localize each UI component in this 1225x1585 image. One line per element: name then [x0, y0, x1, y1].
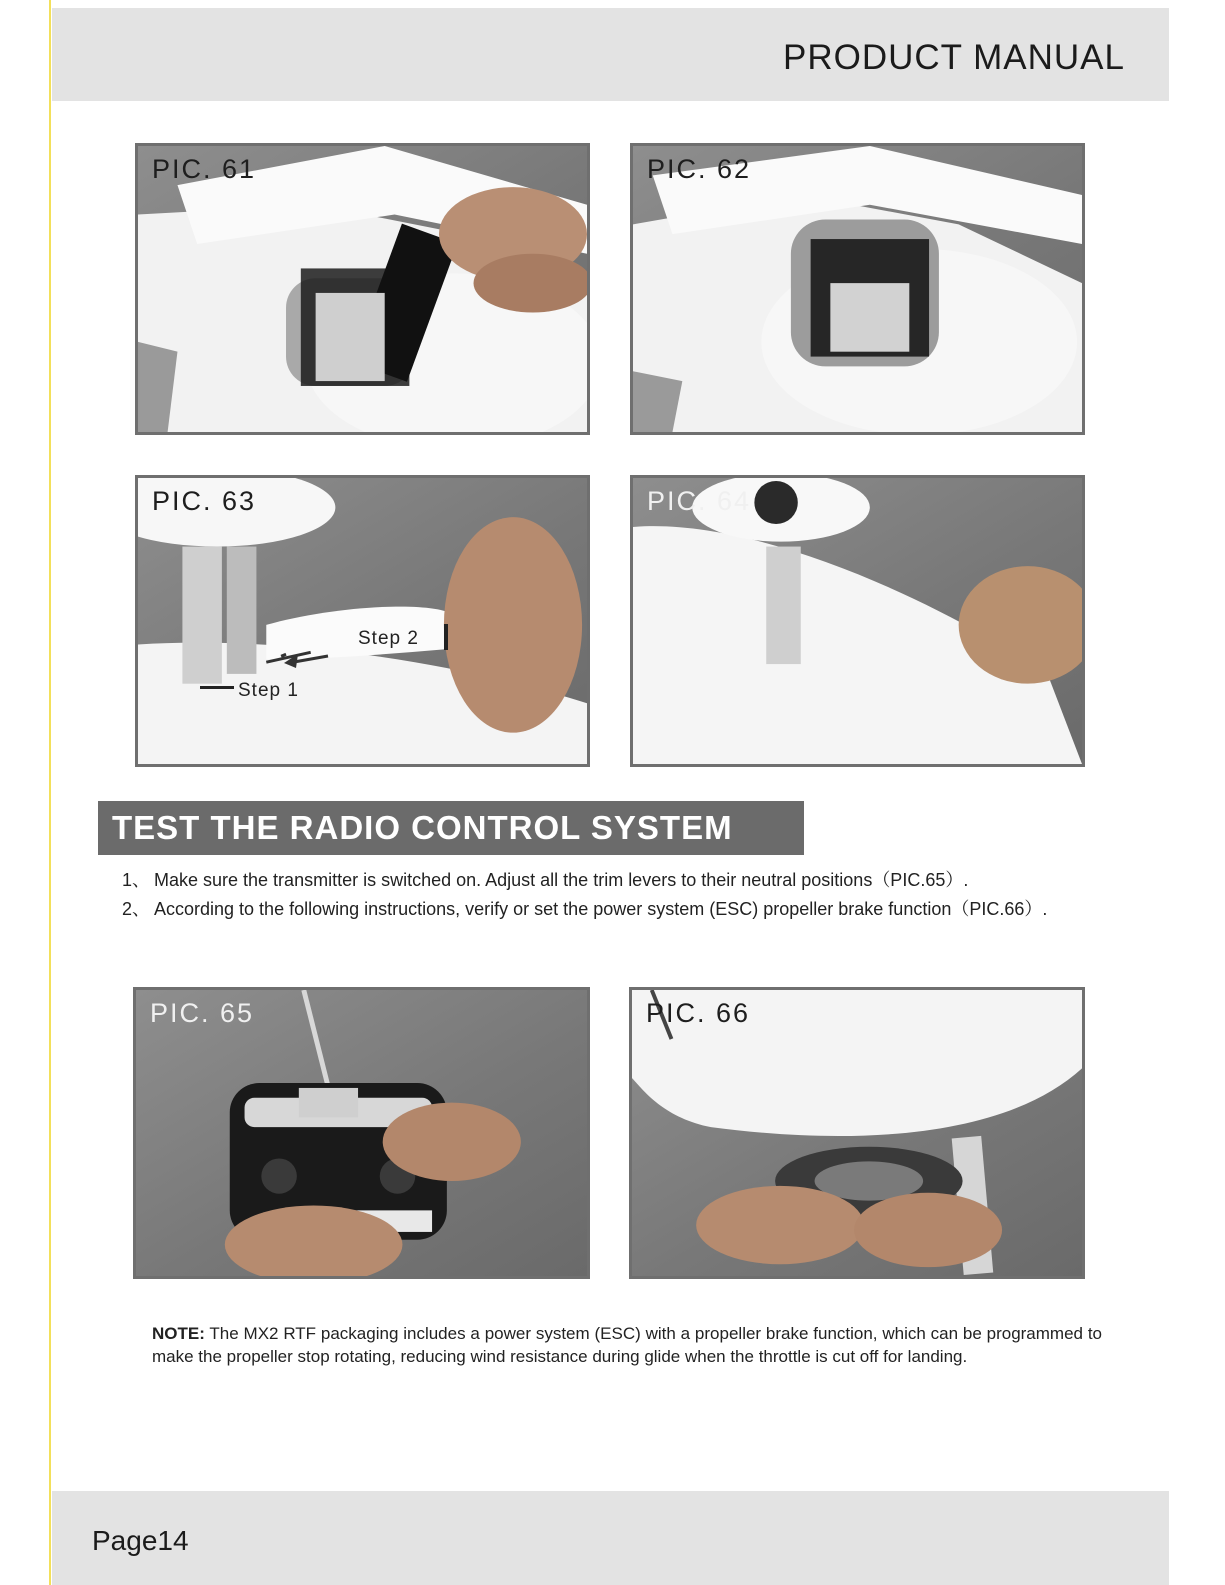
- photo-pic-61: [135, 143, 590, 435]
- instruction-steps: [118, 868, 1104, 926]
- battery-installed-photo-icon: [633, 146, 1082, 432]
- step-2-callout: Step 2: [358, 628, 419, 649]
- section-title: TEST THE RADIO CONTROL SYSTEM: [112, 809, 733, 846]
- left-margin-rule: [49, 0, 51, 1585]
- note-text: The MX2 RTF packaging includes a power system (ESC) with a propeller brake function, which can be programmed to make the propeller stop rotating, reducing wind resistance during glide when the throttle is cut off for landing.: [152, 1324, 1102, 1366]
- step-1-callout: Step 1: [238, 680, 299, 701]
- photo-pic-63: [135, 475, 590, 767]
- step-text: Make sure the transmitter is switched on. Adjust all the trim levers to their neutral positions（PIC.65）.: [154, 870, 969, 890]
- transmitter-photo-icon: [136, 990, 587, 1276]
- propeller-photo-icon: [632, 990, 1082, 1276]
- step-1-marker: [200, 686, 234, 689]
- step-text: According to the following instructions, verify or set the power system (ESC) propeller brake function（PIC.66）.: [154, 899, 1048, 919]
- step-number: 2、: [122, 899, 151, 919]
- hatch-closed-photo-icon: [633, 478, 1082, 764]
- pic-label: PIC. 65: [150, 998, 255, 1028]
- photo-pic-62: [630, 143, 1085, 435]
- footer-band: [52, 1491, 1169, 1585]
- pic-label: PIC. 64: [647, 486, 752, 516]
- page-title: PRODUCT MANUAL: [782, 38, 1125, 77]
- battery-install-photo-icon: [138, 146, 587, 432]
- photo-pic-65: [133, 987, 590, 1279]
- header-band: [52, 8, 1169, 101]
- pic-label: PIC. 66: [646, 998, 751, 1028]
- step-item: [118, 897, 1104, 922]
- step-number: 1、: [122, 870, 151, 890]
- step-2-marker: [444, 624, 448, 650]
- page-number: Page14: [92, 1525, 189, 1556]
- pic-label: PIC. 62: [647, 154, 752, 184]
- photo-pic-66: [629, 987, 1085, 1279]
- pic-label: PIC. 61: [152, 154, 257, 184]
- section-banner: [98, 801, 804, 855]
- hatch-cover-photo-icon: [138, 478, 587, 764]
- arrow-left-icon: [280, 650, 330, 668]
- note-label: NOTE:: [152, 1324, 205, 1343]
- pic-label: PIC. 63: [152, 486, 257, 516]
- note-paragraph: [152, 1322, 1102, 1368]
- step-item: [118, 868, 1104, 893]
- photo-pic-64: [630, 475, 1085, 767]
